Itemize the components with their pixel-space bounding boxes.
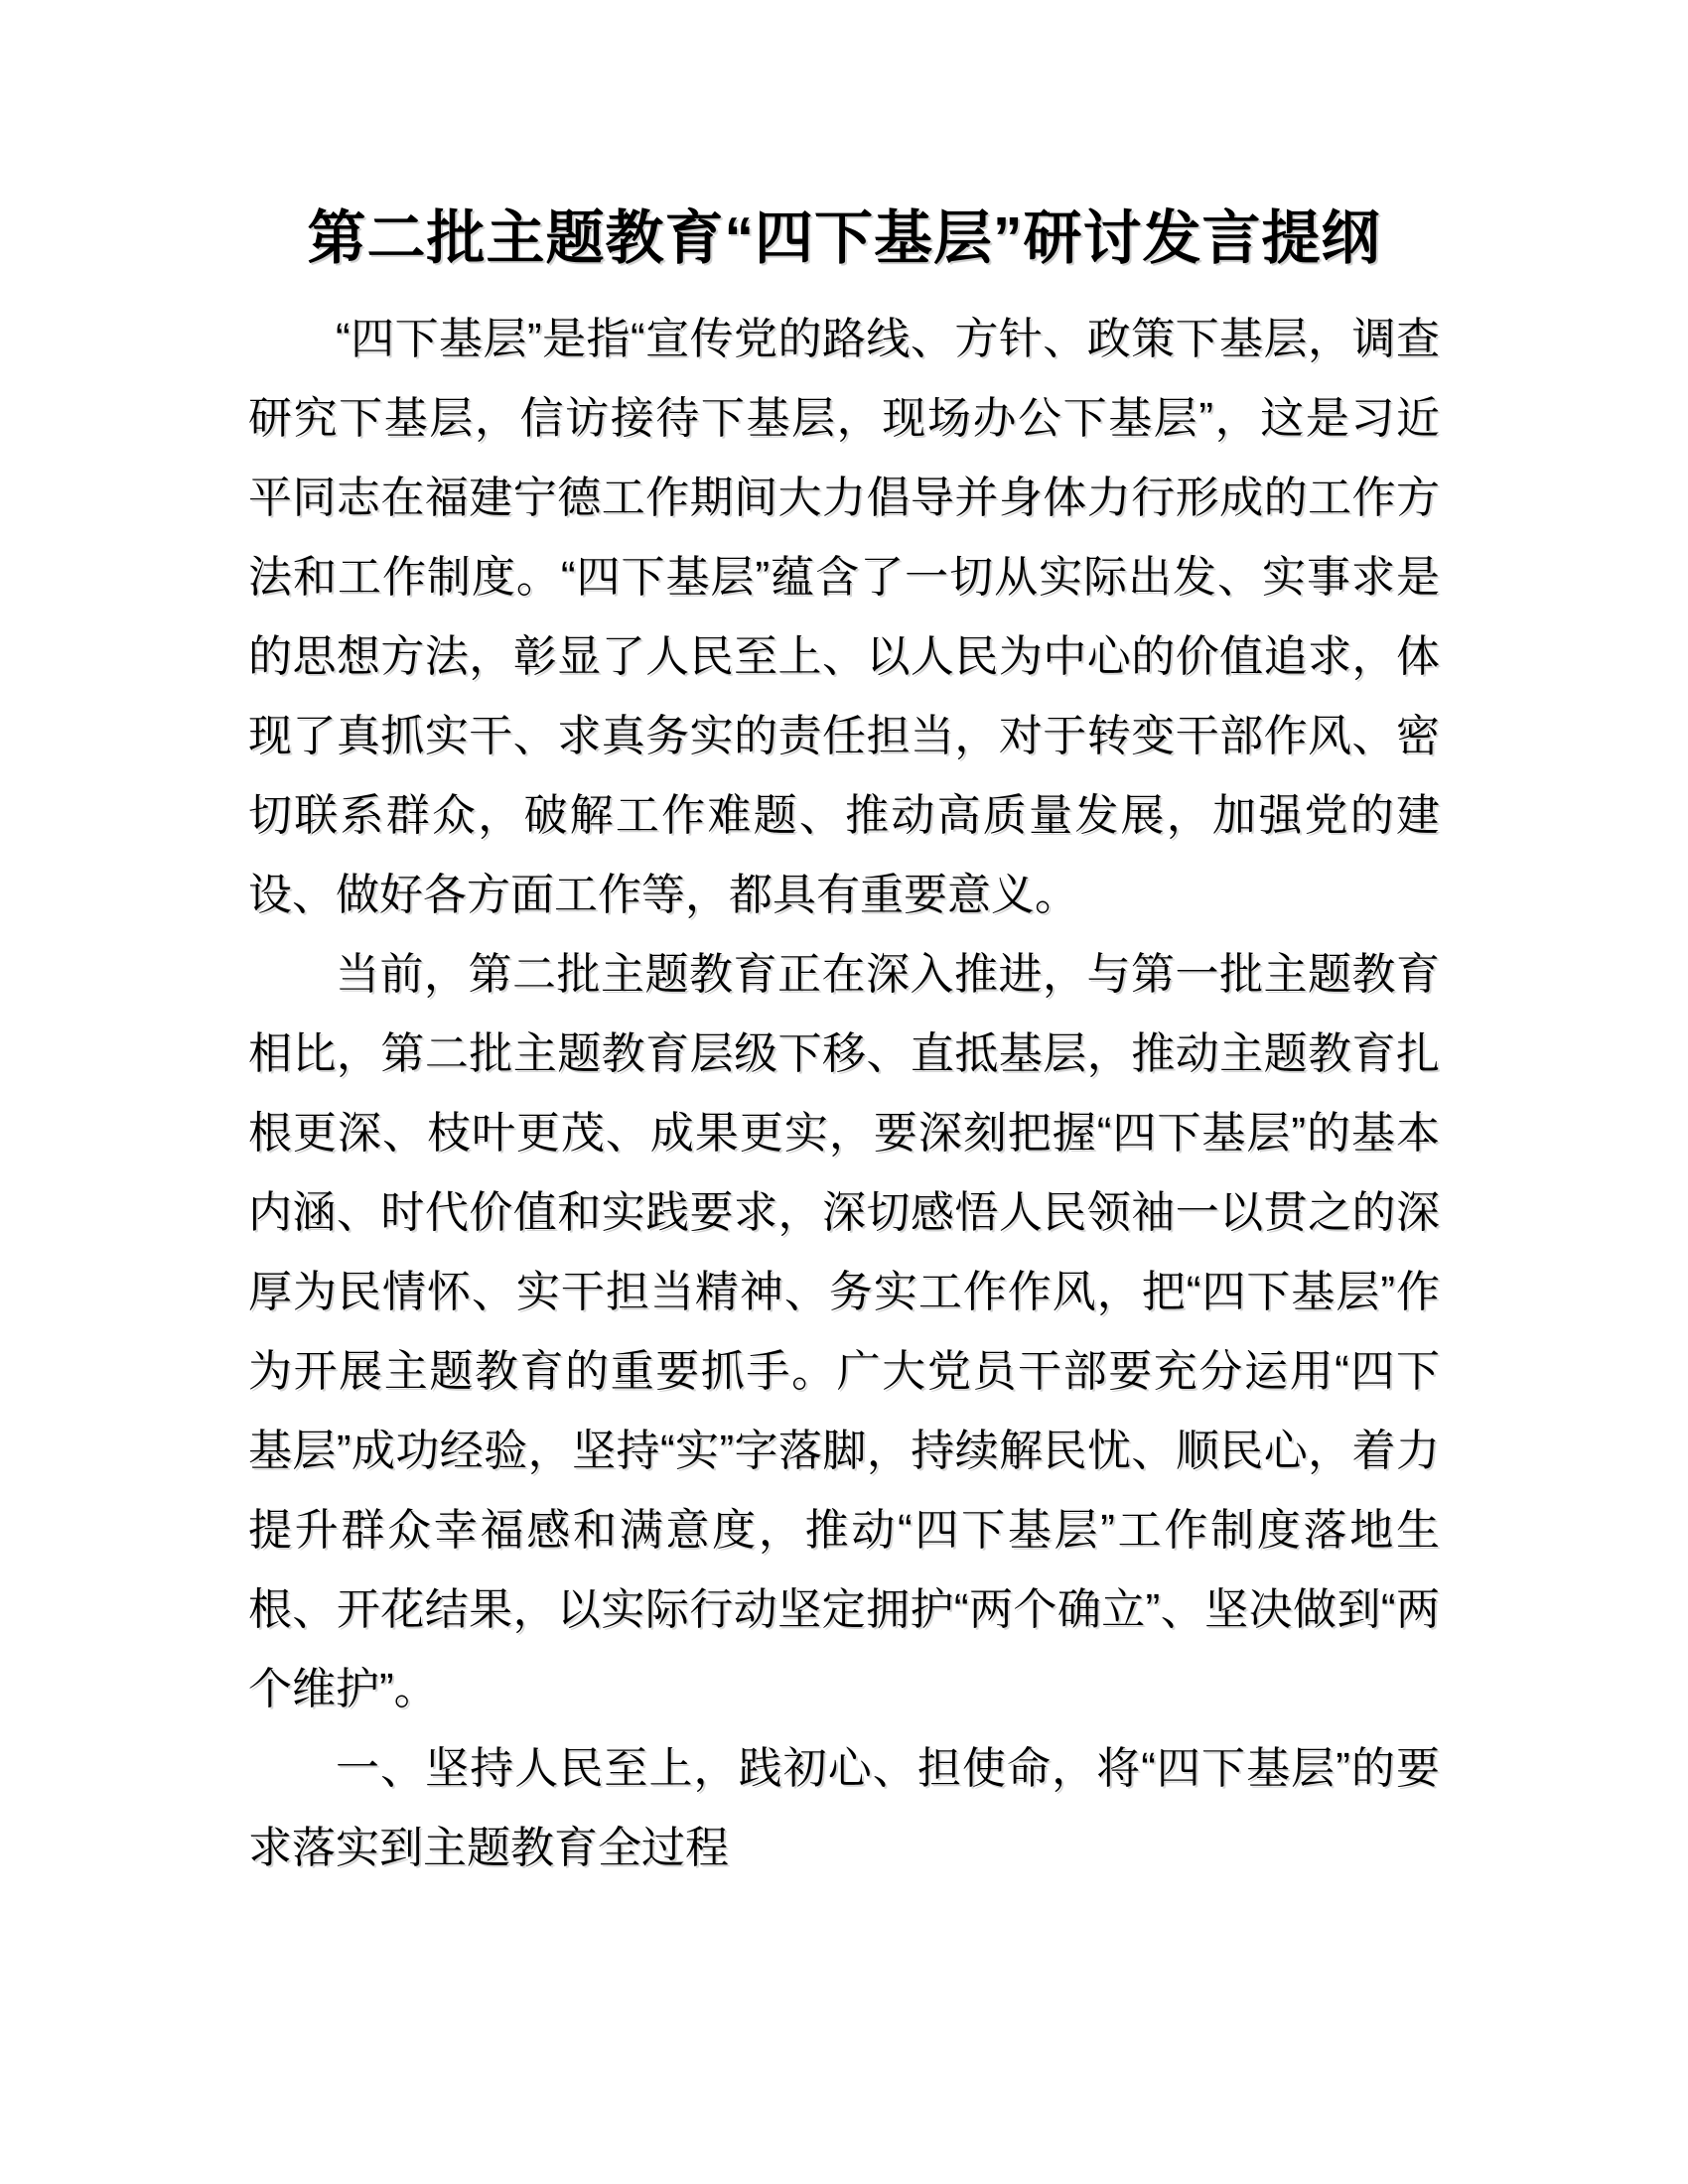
section-heading-paragraph: 一、坚持人民至上，践初心、担使命，将“四下基层”的要求落实到主题教育全过程 bbox=[248, 1744, 1440, 1872]
body-paragraph: 当前，第二批主题教育正在深入推进，与第一批主题教育相比，第二批主题教育层级下移、直抵基层，推动主题教育扎根更深、枝叶更茂、成果更实，要深刻把握“四下基层”的基本内涵、时代价值和实践要求，深切感悟人民领袖一以贯之的深厚为民情怀、实干担当精神、务实工作作风，把“四下基层”作为开展主题教育的重要抓手。广大党员干部要充分运用“四下基层”成功经验，坚持“实”字落脚，持续解民忧、顺民心，着力提升群众幸福感和满意度，推动“四下基层”工作制度落地生根、开花结果，以实际行动坚定拥护“两个确立”、坚决做到“两个维护”。 bbox=[248, 950, 1440, 1713]
body-paragraph: “四下基层”是指“宣传党的路线、方针、政策下基层，调查研究下基层，信访接待下基层，现场办公下基层”，这是习近平同志在福建宁德工作期间大力倡导并身体力行形成的工作方法和工作制度。“四下基层”蕴含了一切从实际出发、实事求是的思想方法，彰显了人民至上、以人民为中心的价值追求，体现了真抓实干、求真务实的责任担当，对于转变干部作风、密切联系群众，破解工作难题、推动高质量发展，加强党的建设、做好各方面工作等，都具有重要意义。 bbox=[248, 315, 1440, 919]
document-title: 第二批主题教育“四下基层”研讨发言提纲 bbox=[307, 205, 1381, 271]
document-body bbox=[248, 300, 1440, 1888]
